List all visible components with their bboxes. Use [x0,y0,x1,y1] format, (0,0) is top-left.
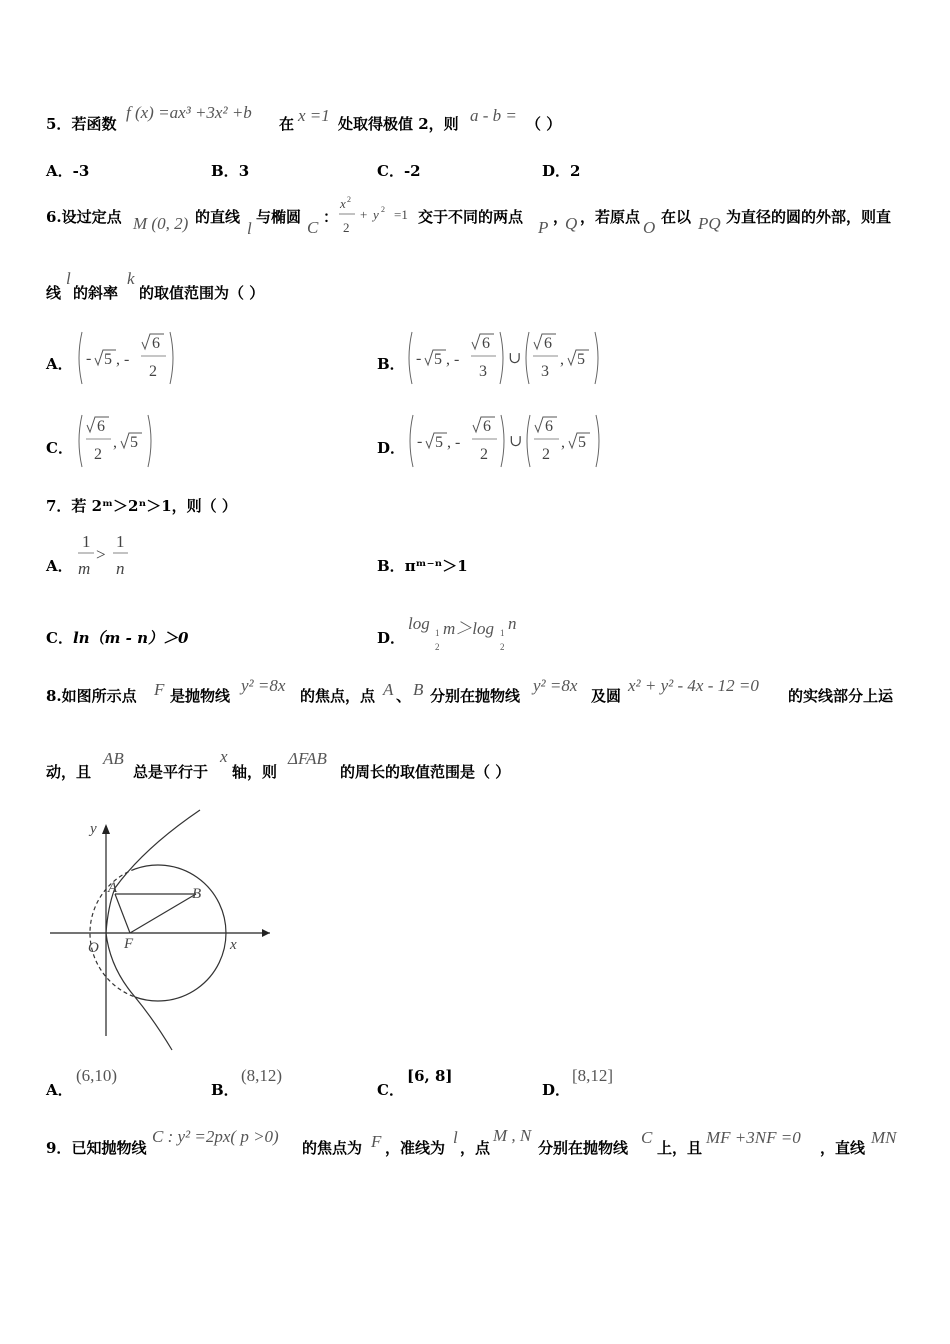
q9-text-line: ，直线 [820,1139,866,1157]
svg-text:>: > [96,545,106,564]
q6-point-q: Q [565,214,578,233]
q8-triangle: ΔFAB [288,749,327,768]
svg-text:-: - [86,350,92,367]
q8-stem-line2: 动，且 [46,763,92,781]
svg-text:6: 6 [482,335,490,352]
svg-text:2: 2 [94,446,102,463]
svg-text:6: 6 [152,335,160,352]
svg-text:∪: ∪ [509,433,523,450]
svg-text:2: 2 [149,363,157,380]
q5-number: 5． [46,115,72,133]
q9-vector-eq: MF +3NF =0 [706,1128,801,1147]
q6-colon: ： [323,208,339,226]
q9-curve-c: C [641,1128,653,1147]
svg-text:3: 3 [479,363,487,380]
q8-option-c-value[interactable]: [6, 8] [407,1067,453,1085]
q5-paren: （ ） [526,115,562,133]
q6-option-b-formula[interactable] [404,330,609,390]
q6-text-points: 交于不同的两点 [418,208,524,226]
svg-text:m: m [78,559,91,578]
q5-option-d[interactable]: D．2 [542,162,581,180]
q6-text-diameter: 为直径的圆的外部，则直 [726,208,892,226]
q8-text-circle: 及圆 [591,687,622,705]
q5-text: 若函数 [71,115,117,133]
svg-text:3: 3 [541,363,549,380]
svg-text:+: + [360,207,368,222]
q6-ellipse-var: C [307,218,319,237]
q7-option-d-formula[interactable]: log 1 2 m＞log 1 2 n [408,614,517,652]
q6-point-m: M (0, 2) [133,214,189,233]
q6-text-range: 的取值范围为（ ） [139,284,265,302]
q5-text-post: 处取得极值 2，则 [338,115,459,133]
q6-text-with: 在以 [661,208,692,226]
q6-option-a-label[interactable]: A． [46,355,73,373]
fig-label-a: A [108,880,118,896]
q8-option-d-value[interactable]: [8,12] [572,1066,614,1085]
svg-text:∪: ∪ [508,350,522,367]
q5-expression: a - b = [470,106,517,125]
svg-text:,: , [561,434,565,451]
q8-point-a: A [383,680,394,699]
fig-label-x: x [230,937,237,953]
q6-text-ellipse: 与椭圆 [256,208,302,226]
svg-text:, -: , - [447,434,461,451]
q8-focus-f: F [154,680,165,699]
q8-point-b: B [413,680,424,699]
q7-option-a-formula[interactable] [76,530,136,580]
svg-text:5: 5 [578,434,586,451]
q6-stem-line2: 线 [46,284,62,302]
q5-text-at: 在 [279,115,295,133]
svg-text:2: 2 [381,205,385,214]
svg-text:2: 2 [480,446,488,463]
q6-option-c-formula[interactable] [74,413,164,473]
svg-text:6: 6 [545,418,553,435]
svg-text:5: 5 [434,351,442,368]
q8-text-axis: 轴，则 [232,763,278,781]
q7-option-c[interactable]: C．ln（m - n）＞0 [46,629,189,647]
q6-option-c-label[interactable]: C． [46,439,73,457]
q8-option-a-label[interactable]: A． [46,1081,73,1099]
svg-text:6: 6 [544,335,552,352]
svg-text:=1: =1 [394,207,408,222]
q6-stem-line1: 6.设过定点 [46,208,122,226]
q9-curve-eq: C : y² =2px( p >0) [152,1127,279,1146]
svg-text:5: 5 [104,351,112,368]
q8-x-axis-var: x [220,747,228,766]
y-axis-arrow-icon [102,824,110,834]
q5-condition: x =1 [298,106,330,125]
svg-text:5: 5 [435,434,443,451]
q6-text-line: 的直线 [195,208,241,226]
svg-text:1: 1 [82,532,91,551]
q8-option-d-label[interactable]: D． [542,1081,571,1099]
q6-point-p: P [538,218,549,237]
q5-stem [46,114,116,134]
q8-text-perimeter: 的周长的取值范围是（ ） [340,763,511,781]
svg-text:1: 1 [116,532,125,551]
fig-label-f: F [124,936,134,952]
q7-option-b[interactable]: B．πᵐ⁻ⁿ＞1 [377,557,468,575]
q8-figure [44,806,254,1056]
q8-stem-line1: 8.如图所示点 [46,687,137,705]
q8-text-points: 的焦点，点 [300,687,376,705]
q8-parabola-eq: y² =8x [241,676,286,695]
q7-stem: 7．若 2ᵐ＞2ⁿ＞1，则（ ） [46,497,237,515]
q9-text-points: ，点 [460,1139,491,1157]
q9-text-on: 分别在抛物线 [538,1139,629,1157]
parabola-lower [135,997,172,1050]
q5-option-c[interactable]: C．-2 [377,162,421,180]
q5-option-a[interactable]: A．-3 [46,162,90,180]
q9-line-mn: MN [871,1128,897,1147]
q6-option-a-formula[interactable] [74,330,184,390]
segment-af-line [115,894,130,933]
svg-text:,: , [560,351,564,368]
q8-option-c-label[interactable]: C． [377,1081,404,1099]
q8-option-a-value[interactable]: (6,10) [76,1066,118,1085]
q8-circle-eq: x² + y² - 4x - 12 =0 [628,676,759,695]
q6-option-b-label[interactable]: B． [377,355,405,373]
segment-bf-line [130,894,196,933]
svg-text:y: y [373,207,379,222]
q6-text-origin: ，若原点 [580,208,641,226]
q6-segment-pq: PQ [698,214,721,233]
q9-directrix-l: l [453,1128,458,1147]
q9-stem: 9．已知抛物线 [46,1139,147,1157]
svg-text:5: 5 [130,434,138,451]
q6-text-slope: 的斜率 [73,284,119,302]
q6-line-var-2: l [66,269,71,288]
q9-focus-f: F [371,1132,382,1151]
svg-text:2: 2 [343,220,350,235]
q8-segment-ab: AB [103,749,124,768]
svg-text:6: 6 [483,418,491,435]
q8-option-b-label[interactable]: B． [211,1081,239,1099]
q8-text-solid: 的实线部分上运 [788,687,894,705]
q9-text-focus: 的焦点为 [302,1139,363,1157]
q6-line-var: l [247,219,252,238]
q7-option-d-label[interactable]: D． [377,629,406,647]
q6-origin-o: O [643,218,656,237]
q8-text-parallel: 总是平行于 [133,763,209,781]
svg-text:6: 6 [97,418,105,435]
fig-label-b: B [192,886,202,902]
q8-text-parabola: 是抛物线 [170,687,231,705]
q8-text-on-parabola: 分别在抛物线 [430,687,521,705]
q6-k-var: k [127,269,135,288]
fig-label-o: O [88,940,99,956]
fig-label-y: y [90,821,97,837]
q6-option-d-label[interactable]: D． [377,439,406,457]
svg-text:n: n [116,559,125,578]
q5-function: f (x) =ax³ +3x² +b [126,103,252,122]
q9-text-and: 上，且 [657,1139,703,1157]
q5-option-b[interactable]: B．3 [211,162,250,180]
q6-ellipse-equation [337,195,417,239]
q9-points-mn: M , N [493,1126,532,1145]
svg-text:5: 5 [577,351,585,368]
svg-text:, -: , - [446,351,460,368]
q8-sep: 、 [396,687,412,705]
svg-text:2: 2 [347,195,351,204]
q8-parabola-eq-2: y² =8x [533,676,578,695]
q8-option-b-value[interactable]: (8,12) [241,1066,283,1085]
q6-option-d-formula[interactable] [405,413,610,473]
svg-text:2: 2 [542,446,550,463]
q7-option-a-label[interactable]: A． [46,557,73,575]
svg-text:x: x [340,196,346,211]
svg-text:, -: , - [116,351,130,368]
x-axis-arrow-icon [262,929,270,937]
svg-text:-: - [417,433,423,450]
q9-text-directrix: ，准线为 [385,1139,446,1157]
svg-text:,: , [113,434,117,451]
q6-comma: ， [553,208,569,226]
svg-text:-: - [416,350,422,367]
